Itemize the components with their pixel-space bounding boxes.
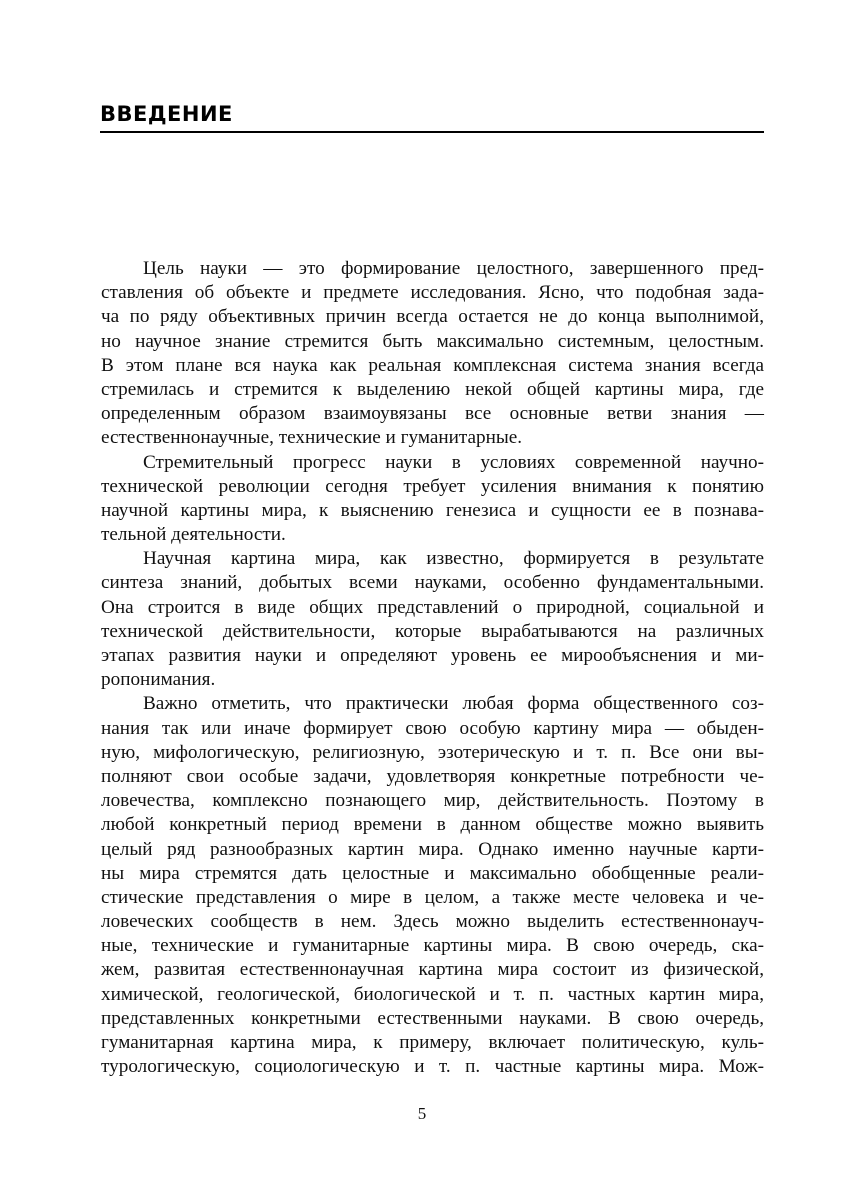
text-line: ны мира стремятся дать целостные и максимально обобщенные реали- (101, 862, 764, 884)
text-line: турологическую, социологическую и т. п. частные картины мира. Мож- (101, 1056, 764, 1078)
text-line: стические представления о мире в целом, а также месте человека и че- (101, 886, 764, 908)
text-line: ловеческих сообществ в нем. Здесь можно выделить естественнонауч- (101, 911, 764, 933)
text-line: Стремительный прогресс науки в условиях современной научно- (143, 451, 764, 473)
text-line: технической революции сегодня требует усиления внимания к понятию (101, 475, 764, 497)
paragraph (101, 547, 764, 692)
text-line: ставления об объекте и предмете исследования. Ясно, что подобная зада- (101, 282, 764, 304)
paragraph (101, 257, 764, 451)
text-line: определенным образом взаимоувязаны все основные ветви знания — (101, 403, 764, 425)
text-line: нания так или иначе формирует свою особую картину мира — обыден- (101, 717, 764, 739)
text-line: ные, технические и гуманитарные картины мира. В свою очередь, ска- (101, 935, 764, 957)
text-line: технической действительности, которые вырабатываются на различных (101, 620, 764, 642)
text-line: Важно отметить, что практически любая форма общественного соз- (143, 693, 764, 715)
text-line: научной картины мира, к выяснению генезиса и сущности ее в познава- (101, 499, 764, 521)
text-line: ропонимания. (101, 669, 216, 691)
text-line: синтеза знаний, добытых всеми науками, особенно фундаментальными. (101, 572, 764, 594)
body-text (101, 257, 764, 1079)
chapter-title: ВВЕДЕНИЕ (100, 102, 233, 126)
text-line: Она строится в виде общих представлений о природной, социальной и (101, 596, 764, 618)
text-line: гуманитарная картина мира, к примеру, включает политическую, куль- (101, 1032, 764, 1053)
text-line: Цель науки — это формирование целостного, завершенного пред- (143, 258, 764, 279)
text-line: Научная картина мира, как известно, формируется в результате (143, 548, 764, 570)
title-underline-rule (100, 131, 764, 133)
text-line: тельной деятельности. (101, 524, 286, 546)
text-line: химической, геологической, биологической и т. п. частных картин мира, (101, 983, 764, 1005)
paragraph (101, 692, 764, 1079)
text-line: но научное знание стремится быть максимально системным, целостным. (101, 330, 764, 352)
text-line: целый ряд разнообразных картин мира. Однако именно научные карти- (101, 838, 764, 860)
text-line: ча по ряду объективных причин всегда остается не до конца выполнимой, (101, 306, 764, 328)
text-line: этапах развития науки и определяют уровень ее мирообъяснения и ми- (101, 645, 764, 666)
text-line: стремилась и стремится к выделению некой общей картины мира, где (101, 378, 764, 400)
text-line: представленных конкретными естественными науками. В свою очередь, (101, 1007, 764, 1029)
text-line: ную, мифологическую, религиозную, эзотерическую и т. п. Все они вы- (101, 741, 764, 763)
page-number: 5 (417, 1104, 427, 1123)
text-line: естественнонаучные, технические и гуманитарные. (101, 427, 523, 449)
paragraph (101, 451, 764, 548)
text-line: любой конкретный период времени в данном обществе можно выявить (101, 814, 764, 836)
text-line: В этом плане вся наука как реальная комплексная система знания всегда (101, 354, 764, 376)
text-line: полняют свои особые задачи, удовлетворяя конкретные потребности че- (101, 765, 764, 787)
chapter-heading (100, 98, 764, 133)
text-line: жем, развитая естественнонаучная картина мира состоит из физической, (101, 959, 764, 981)
text-line: ловечества, комплексно познающего мир, действительность. Поэтому в (101, 790, 764, 812)
